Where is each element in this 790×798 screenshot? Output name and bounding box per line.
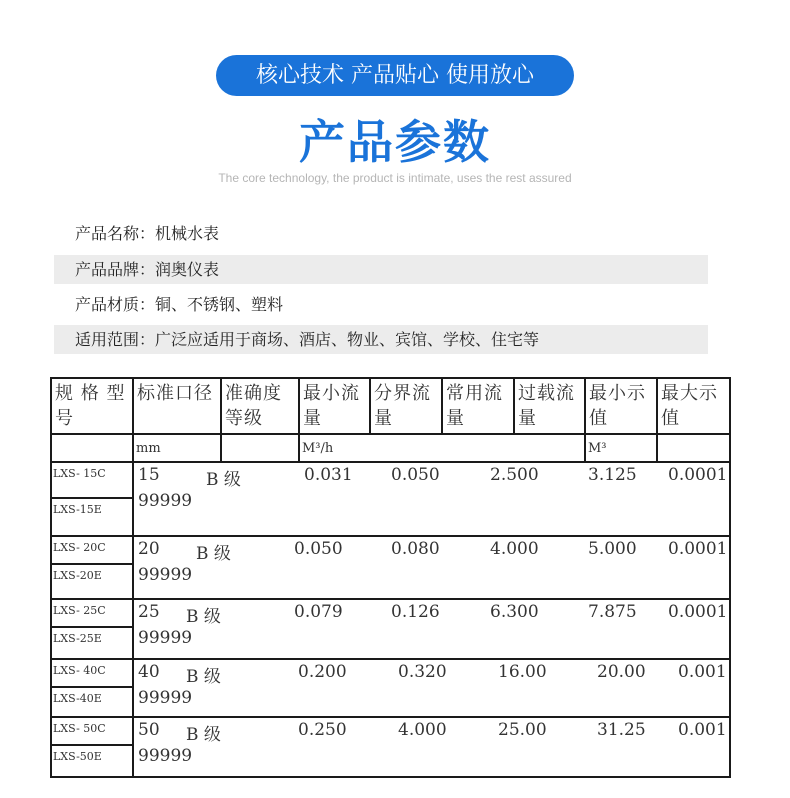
table-row — [51, 462, 730, 498]
page-subtitle: The core technology, the product is intimate, uses the rest assured — [218, 171, 572, 185]
model-e-cell: LXS-40E — [51, 687, 133, 717]
value-common-flow: 2.500 — [490, 465, 539, 485]
value-transition-flow: 0.126 — [391, 602, 440, 622]
model-e-cell: LXS-50E — [51, 745, 133, 777]
header-cell: 准确度等级 — [221, 378, 299, 434]
value-transition-flow: 0.050 — [391, 465, 440, 485]
value-min-flow: 0.079 — [294, 602, 343, 622]
header-cell: 最小流量 — [299, 378, 370, 434]
value-min-reading: 0.001 — [678, 720, 727, 740]
header-cell: 最大示值 — [657, 378, 730, 434]
page-title: 产品参数 — [299, 115, 491, 169]
value-common-flow: 25.00 — [498, 720, 547, 740]
model-e-cell: LXS-15E — [51, 498, 133, 536]
value-overload-flow: 7.875 — [588, 602, 637, 622]
model-c-cell: LXS- 50C — [51, 717, 133, 745]
value-grade: B 级 — [196, 544, 231, 564]
value-max-reading: 99999 — [138, 746, 193, 766]
model-e-cell: LXS-20E — [51, 564, 133, 599]
value-overload-flow: 20.00 — [597, 662, 646, 682]
value-common-flow: 4.000 — [490, 539, 539, 559]
unit-cell — [51, 434, 133, 462]
value-min-reading: 0.0001 — [668, 539, 728, 559]
value-transition-flow: 0.080 — [391, 539, 440, 559]
info-label: 产品材质： — [75, 295, 156, 314]
table-row — [51, 599, 730, 627]
header-cell: 最小示值 — [585, 378, 657, 434]
table-row — [51, 717, 730, 745]
spec-values-cell — [133, 599, 730, 659]
value-grade: B 级 — [206, 470, 241, 490]
value-caliber: 25 — [138, 602, 160, 622]
info-product-brand — [54, 255, 708, 284]
info-product-name — [54, 219, 708, 248]
model-e-cell: LXS-25E — [51, 627, 133, 659]
value-min-flow: 0.200 — [298, 662, 347, 682]
unit-row — [51, 434, 730, 462]
info-value: 机械水表 — [155, 224, 220, 243]
unit-cell: mm — [133, 434, 221, 462]
header-cell: 常用流量 — [442, 378, 514, 434]
header-cell: 规 格 型号 — [51, 378, 133, 434]
value-common-flow: 6.300 — [490, 602, 539, 622]
value-min-flow: 0.250 — [298, 720, 347, 740]
info-product-material — [54, 290, 708, 319]
model-c-cell: LXS- 25C — [51, 599, 133, 627]
info-application — [54, 325, 708, 354]
value-max-reading: 99999 — [138, 688, 193, 708]
value-min-flow: 0.050 — [294, 539, 343, 559]
header-cell: 分界流量 — [370, 378, 442, 434]
spec-values-cell — [133, 659, 730, 717]
model-c-cell: LXS- 40C — [51, 659, 133, 687]
value-overload-flow: 5.000 — [588, 539, 637, 559]
header-cell: 过载流量 — [514, 378, 585, 434]
header-cell: 标准口径 — [133, 378, 221, 434]
spec-values-cell — [133, 536, 730, 599]
value-grade: B 级 — [186, 607, 221, 627]
value-caliber: 15 — [138, 465, 160, 485]
value-transition-flow: 0.320 — [398, 662, 447, 682]
value-max-reading: 99999 — [138, 565, 193, 585]
model-c-cell: LXS- 20C — [51, 536, 133, 564]
banner-pill: 核心技术 产品贴心 使用放心 — [216, 55, 574, 96]
value-overload-flow: 31.25 — [597, 720, 646, 740]
unit-cell-reading: M³ — [585, 434, 657, 462]
value-max-reading: 99999 — [138, 491, 193, 511]
value-caliber: 20 — [138, 539, 160, 559]
table-row — [51, 659, 730, 687]
info-label: 产品名称： — [75, 224, 156, 243]
header-row — [51, 378, 730, 434]
unit-cell — [221, 434, 299, 462]
value-caliber: 50 — [138, 720, 160, 740]
value-common-flow: 16.00 — [498, 662, 547, 682]
value-min-flow: 0.031 — [304, 465, 353, 485]
value-max-reading: 99999 — [138, 628, 193, 648]
info-value: 广泛应适用于商场、酒店、物业、宾馆、学校、住宅等 — [155, 330, 540, 349]
value-grade: B 级 — [186, 667, 221, 687]
value-min-reading: 0.0001 — [668, 465, 728, 485]
value-transition-flow: 4.000 — [398, 720, 447, 740]
table-row — [51, 536, 730, 564]
spec-values-cell — [133, 462, 730, 536]
unit-cell-flow: M³/h — [299, 434, 585, 462]
value-grade: B 级 — [186, 725, 221, 745]
info-label: 适用范围： — [75, 330, 156, 349]
value-caliber: 40 — [138, 662, 160, 682]
value-min-reading: 0.0001 — [668, 602, 728, 622]
info-label: 产品品牌： — [75, 260, 156, 279]
spec-values-cell — [133, 717, 730, 777]
value-overload-flow: 3.125 — [588, 465, 637, 485]
value-min-reading: 0.001 — [678, 662, 727, 682]
info-value: 润奥仪表 — [155, 260, 220, 279]
spec-table — [50, 377, 731, 778]
model-c-cell: LXS- 15C — [51, 462, 133, 498]
unit-cell — [657, 434, 730, 462]
info-value: 铜、不锈钢、塑料 — [155, 295, 284, 314]
